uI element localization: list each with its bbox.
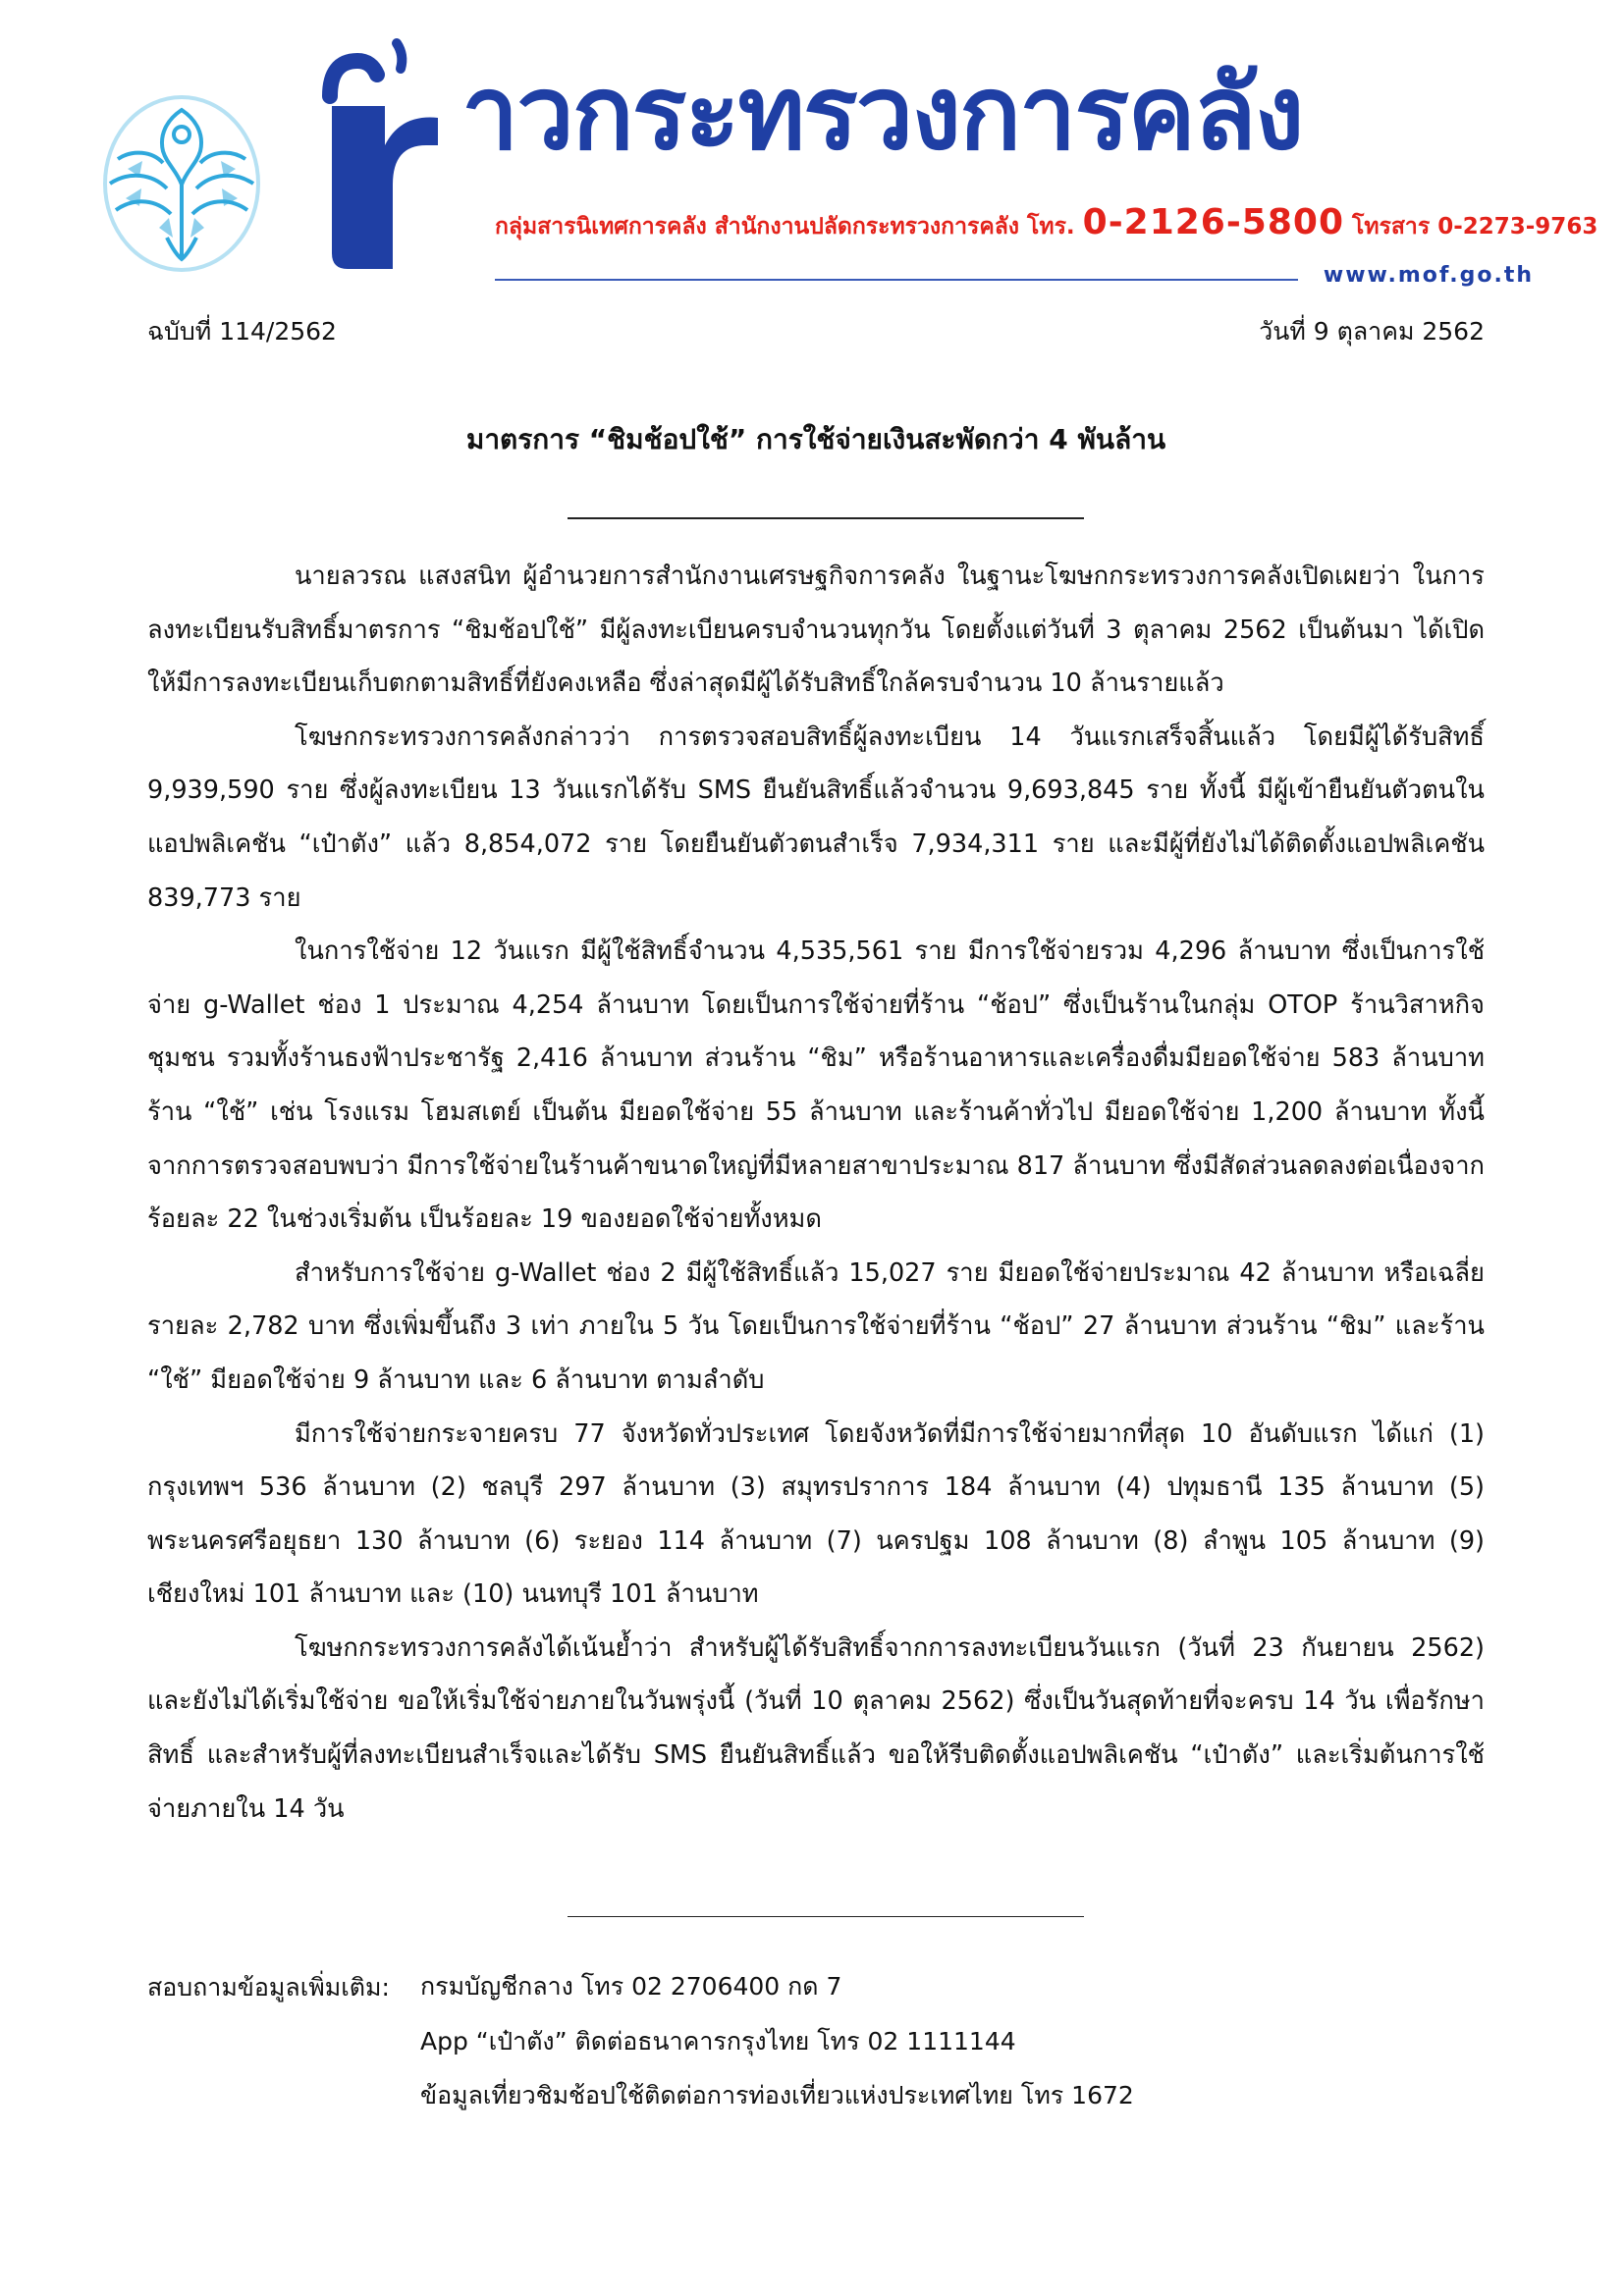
issue-number: ฉบับที่ 114/2562 xyxy=(147,317,337,346)
press-release-headline: มาตรการ “ชิมช้อปใช้” การใช้จ่ายเงินสะพัดกว่า 4 พันล้าน xyxy=(465,423,1166,455)
footer-divider xyxy=(568,1916,1084,1917)
press-release-body xyxy=(147,550,1485,1836)
header-divider xyxy=(495,279,1298,281)
more-info-label: สอบถามข้อมูลเพิ่มเติม: xyxy=(147,1973,390,2002)
contact-fax: โทรสาร 0-2273-9763 xyxy=(1352,214,1598,240)
headline-divider xyxy=(568,517,1084,519)
body-paragraph: ในการใช้จ่าย 12 วันแรก มีผู้ใช้สิทธิ์จำนวน 4,535,561 ราย มีการใช้จ่ายรวม 4,296 ล้านบาท ซึ่งเป็นการใช้จ่าย g-Wallet ช่อง 1 ประมาณ 4,254 ล้านบาท โดยเป็นการใช้จ่ายที่ร้าน “ช้อป” ซึ่งเป็นร้านในกลุ่ม OTOP ร้านวิสาหกิจชุมชน รวมทั้งร้านธงฟ้าประชารัฐ 2,416 ล้านบาท ส่วนร้าน “ชิม” หรือร้านอาหารและเครื่องดื่มมียอดใช้จ่าย 583 ล้านบาท ร้าน “ใช้” เช่น โรงแรม โฮมสเตย์ เป็นต้น มียอดใช้จ่าย 55 ล้านบาท และร้านค้าทั่วไป มียอดใช้จ่าย 1,200 ล้านบาท ทั้งนี้ จากการตรวจสอบพบว่า มีการใช้จ่ายในร้านค้าขนาดใหญ่ที่มีหลายสาขาประมาณ 817 ล้านบาท ซึ่งมีสัดส่วนลดลงต่อเนื่องจากร้อยละ 22 ในช่วงเริ่มต้น เป็นร้อยละ 19 ของยอดใช้จ่ายทั้งหมด xyxy=(147,936,1485,1235)
contact-line-comptroller: กรมบัญชีกลาง โทร 02 2706400 กด 7 xyxy=(420,1972,842,2001)
body-paragraph: นายลวรณ แสงสนิท ผู้อำนวยการสำนักงานเศรษฐกิจการคลัง ในฐานะโฆษกกระทรวงการคลังเปิดเผยว่า ในการลงทะเบียนรับสิทธิ์มาตรการ “ชิมช้อปใช้” มีผู้ลงทะเบียนครบจำนวนทุกวัน โดยตั้งแต่วันที่ 3 ตุลาคม 2562 เป็นต้นมา ได้เปิดให้มีการลงทะเบียนเก็บตกตามสิทธิ์ที่ยังคงเหลือ ซึ่งล่าสุดมีผู้ได้รับสิทธิ์ใกล้ครบจำนวน 10 ล้านรายแล้ว xyxy=(147,561,1485,699)
contact-line-tat: ข้อมูลเที่ยวชิมช้อปใช้ติดต่อการท่องเที่ยวแห่งประเทศไทย โทร 1672 xyxy=(420,2081,1134,2109)
contact-prefix: กลุ่มสารนิเทศการคลัง สำนักงานปลัดกระทรวงการคลัง โทร. xyxy=(495,214,1075,240)
contact-line-paotang-app: App “เป๋าตัง” ติดต่อธนาคารกรุงไทย โทร 02 1111144 xyxy=(420,2027,1016,2056)
body-paragraph: สำหรับการใช้จ่าย g-Wallet ช่อง 2 มีผู้ใช้สิทธิ์แล้ว 15,027 ราย มียอดใช้จ่ายประมาณ 42 ล้านบาท หรือเฉลี่ยรายละ 2,782 บาท ซึ่งเพิ่มขึ้นถึง 3 เท่า ภายใน 5 วัน โดยเป็นการใช้จ่ายที่ร้าน “ช้อป” 27 ล้านบาท ส่วนร้าน “ชิม” และร้าน “ใช้” มียอดใช้จ่าย 9 ล้านบาท และ 6 ล้านบาท ตามลำดับ xyxy=(147,1257,1485,1395)
body-paragraph: โฆษกกระทรวงการคลังได้เน้นย้ำว่า สำหรับผู้ได้รับสิทธิ์จากการลงทะเบียนวันแรก (วันที่ 23 กันยายน 2562) และยังไม่ได้เริ่มใช้จ่าย ขอให้เริ่มใช้จ่ายภายในวันพรุ่งนี้ (วันที่ 10 ตุลาคม 2562) ซึ่งเป็นวันสุดท้ายที่จะครบ 14 วัน เพื่อรักษาสิทธิ์ และสำหรับผู้ที่ลงทะเบียนสำเร็จและได้รับ SMS ยืนยันสิทธิ์แล้ว ขอให้รีบติดตั้งแอปพลิเคชัน “เป๋าตัง” และเริ่มต้นการใช้จ่ายภายใน 14 วัน xyxy=(147,1632,1485,1824)
contact-bar xyxy=(495,198,1598,247)
body-paragraph: โฆษกกระทรวงการคลังกล่าวว่า การตรวจสอบสิทธิ์ผู้ลงทะเบียน 14 วันแรกเสร็จสิ้นแล้ว โดยมีผู้ได้รับสิทธิ์ 9,939,590 ราย ซึ่งผู้ลงทะเบียน 13 วันแรกได้รับ SMS ยืนยันสิทธิ์แล้วจำนวน 9,693,845 ราย ทั้งนี้ มีผู้เข้ายืนยันตัวตนในแอปพลิเคชัน “เป๋าตัง” แล้ว 8,854,072 ราย โดยยืนยันตัวตนสำเร็จ 7,934,311 ราย และมีผู้ที่ยังไม่ได้ติดตั้งแอปพลิเคชัน 839,773 ราย xyxy=(147,721,1485,913)
body-paragraph: มีการใช้จ่ายกระจายครบ 77 จังหวัดทั่วประเทศ โดยจังหวัดที่มีการใช้จ่ายมากที่สุด 10 อันดับแรก ได้แก่ (1) กรุงเทพฯ 536 ล้านบาท (2) ชลบุรี 297 ล้านบาท (3) สมุทรปราการ 184 ล้านบาท (4) ปทุมธานี 135 ล้านบาท (5) พระนครศรีอยุธยา 130 ล้านบาท (6) ระยอง 114 ล้านบาท (7) นครปฐม 108 ล้านบาท (8) ลำพูน 105 ล้านบาท (9) เชียงใหม่ 101 ล้านบาท และ (10) นนทบุรี 101 ล้านบาท xyxy=(147,1418,1485,1610)
masthead-initial-glyph xyxy=(324,37,442,273)
masthead-title: าวกระทรวงการคลัง xyxy=(461,53,1303,173)
contact-phone: 0-2126-5800 xyxy=(1082,202,1344,242)
garuda-emblem-logo xyxy=(98,90,265,277)
issue-date: วันที่ 9 ตุลาคม 2562 xyxy=(1259,317,1485,346)
website-url[interactable]: www.mof.go.th xyxy=(1323,263,1534,288)
